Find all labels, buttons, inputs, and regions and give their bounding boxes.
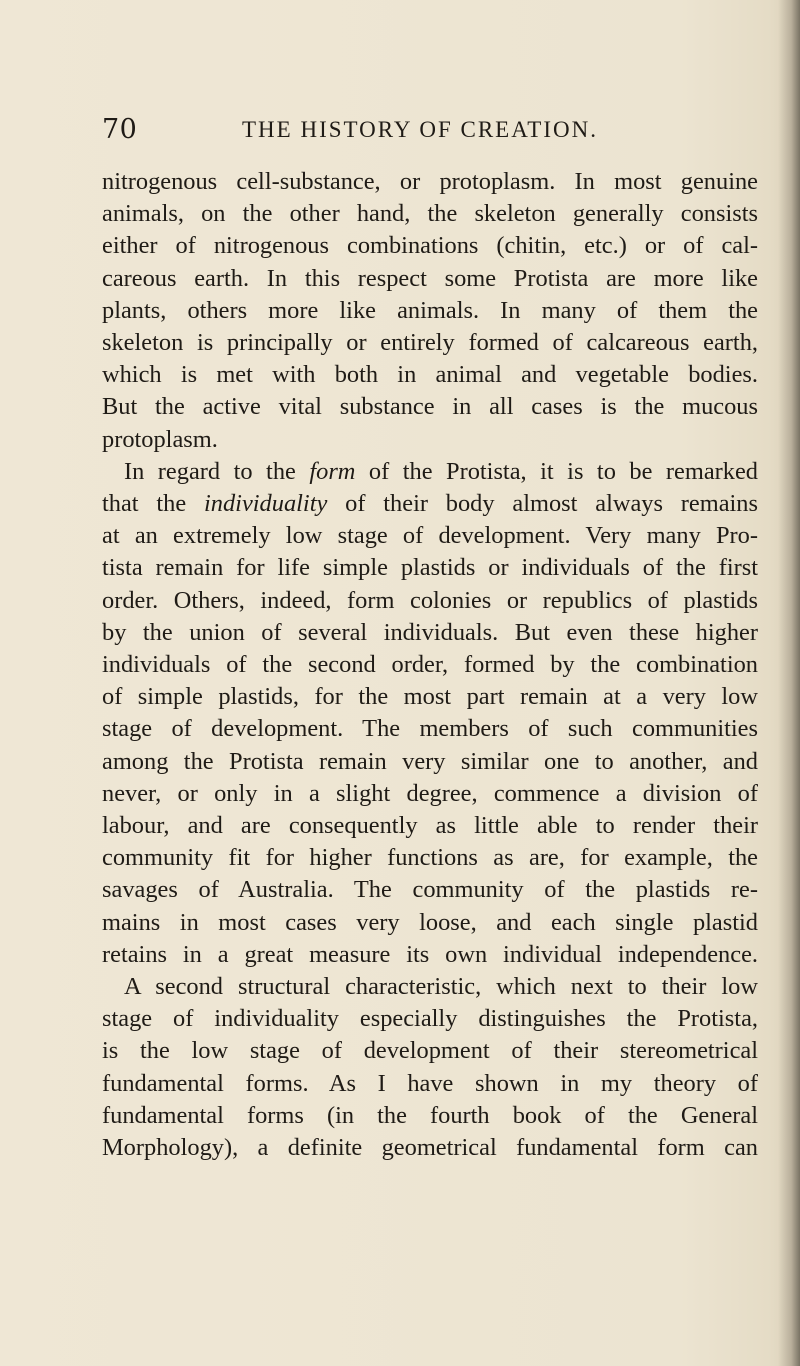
text-run: of their body almost always remains: [327, 490, 758, 518]
text-line: at an extremely low stage of development. Very many Pro-: [102, 522, 758, 550]
paragraph-2: [102, 456, 758, 971]
text-line: retains in a great measure its own individual independence.: [102, 940, 758, 968]
page-edge-shadow: [778, 0, 800, 1366]
text-line: A second structural characteristic, which next to their low: [124, 973, 758, 1001]
text-run: of the Protista, it is to be remarked: [355, 457, 758, 485]
text-line: stage of development. The members of such communities: [102, 715, 758, 743]
page-header: [102, 114, 742, 154]
text-line: among the Protista remain very similar one to another, and: [102, 747, 758, 775]
text-line: mains in most cases very loose, and each single plastid: [102, 908, 758, 936]
text-line: stage of individuality especially distinguishes the Protista,: [102, 1005, 758, 1033]
text-line: is the low stage of development of their stereometrical: [102, 1037, 758, 1065]
text-line: order. Others, indeed, form colonies or republics of plastids: [102, 586, 758, 614]
text-line: labour, and are consequently as little able to render their: [102, 812, 758, 840]
text-line: by the union of several individuals. But even these higher: [102, 618, 758, 646]
body-text: [102, 166, 758, 1164]
text-run: In regard to the: [124, 457, 310, 485]
running-title: THE HISTORY OF CREATION.: [242, 117, 598, 142]
text-line: individuals of the second order, formed by the combination: [102, 651, 758, 679]
paragraph-1: [102, 166, 758, 456]
text-line: fundamental forms (in the fourth book of the General: [102, 1101, 758, 1129]
text-line: Morphology), a definite geometrical fundamental form can: [102, 1134, 758, 1162]
text-line: either of nitrogenous combinations (chitin, etc.) or of cal-: [102, 232, 758, 260]
text-line: savages of Australia. The community of the plastids re-: [102, 876, 758, 904]
text-line: nitrogenous cell-substance, or protoplasm. In most genuine: [102, 168, 758, 195]
text-line: tista remain for life simple plastids or individuals of the first: [102, 554, 758, 582]
text-line: protoplasm.: [102, 425, 218, 453]
text-line: never, or only in a slight degree, commence a division of: [102, 779, 758, 807]
text-line: community fit for higher functions as are, for example, the: [102, 844, 758, 872]
text-run: that the: [102, 490, 205, 518]
paragraph-3: [102, 971, 758, 1164]
text-line: skeleton is principally or entirely formed of calcareous earth,: [102, 329, 758, 357]
text-line: which is met with both in animal and vegetable bodies.: [102, 361, 758, 389]
text-line: But the active vital substance in all cases is the mucous: [102, 393, 758, 421]
text-line: plants, others more like animals. In many of them the: [102, 296, 758, 324]
text-line: [102, 456, 758, 488]
page-number: 70: [102, 114, 138, 145]
emphasis-form: form: [309, 457, 356, 485]
emphasis-individuality: individuality: [204, 490, 328, 518]
text-line: careous earth. In this respect some Protista are more like: [102, 264, 758, 292]
text-line: [102, 488, 758, 520]
text-line: fundamental forms. As I have shown in my theory of: [102, 1069, 758, 1097]
text-line: animals, on the other hand, the skeleton generally consists: [102, 200, 758, 228]
text-line: of simple plastids, for the most part remain at a very low: [102, 683, 758, 711]
